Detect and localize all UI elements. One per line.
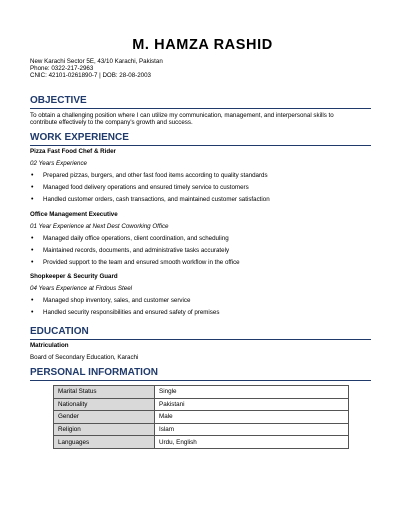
list-item: • Provided support to the team and ensured smooth workflow in the office <box>30 259 240 271</box>
info-value: Pakistani <box>155 398 349 411</box>
table-row <box>54 398 349 411</box>
work-experience-heading: WORK EXPERIENCE <box>30 132 129 143</box>
candidate-name: M. HAMZA RASHID <box>132 37 273 53</box>
table-row <box>54 436 349 449</box>
list-item: • Managed daily office operations, client coordination, and scheduling <box>30 235 240 247</box>
info-value: Islam <box>155 423 349 436</box>
table-row <box>54 386 349 399</box>
cnic-dob: CNIC: 42101-0261890-7 | DOB: 28-08-2003 <box>30 72 151 80</box>
objective-divider <box>30 108 371 109</box>
info-key: Gender <box>54 411 155 424</box>
table-row <box>54 423 349 436</box>
objective-heading: OBJECTIVE <box>30 95 87 106</box>
job-bullet-list <box>30 172 270 209</box>
education-board: Board of Secondary Education, Karachi <box>30 354 139 361</box>
list-item: • Handled security responsibilities and ensured safety of premises <box>30 309 219 321</box>
job-title: Pizza Fast Food Chef & Rider <box>30 148 116 155</box>
objective-line-2: contribute effectively to the company's growth and success. <box>30 119 193 127</box>
info-value: Urdu, English <box>155 436 349 449</box>
personal-info-divider <box>30 380 371 381</box>
objective-text <box>30 112 370 127</box>
education-degree: Matriculation <box>30 342 69 349</box>
education-heading: EDUCATION <box>30 326 89 337</box>
phone: Phone: 0322-217-2963 <box>30 65 94 73</box>
info-value: Single <box>155 386 349 399</box>
job-bullet-list <box>30 297 219 321</box>
contact-block <box>30 58 163 80</box>
list-item: • Prepared pizzas, burgers, and other fast food items according to quality standards <box>30 172 270 184</box>
education-divider <box>30 339 371 340</box>
job-title: Shopkeeper & Security Guard <box>30 273 118 280</box>
info-value: Male <box>155 411 349 424</box>
job-bullet-list <box>30 235 240 272</box>
job-meta: 04 Years Experience at Firdous Steel <box>30 285 133 292</box>
info-key: Nationality <box>54 398 155 411</box>
info-key: Marital Status <box>54 386 155 399</box>
list-item: • Managed shop inventory, sales, and customer service <box>30 297 219 309</box>
table-row <box>54 411 349 424</box>
address: New Karachi Sector 5E, 43/10 Karachi, Pakistan <box>30 58 163 65</box>
job-meta: 01 Year Experience at Next Dest Coworking Office <box>30 223 169 230</box>
list-item: • Maintained records, documents, and administrative tasks accurately <box>30 247 240 259</box>
list-item: • Handled customer orders, cash transactions, and maintained customer satisfaction <box>30 196 270 208</box>
info-key: Religion <box>54 423 155 436</box>
personal-info-heading: PERSONAL INFORMATION <box>30 367 158 378</box>
list-item: • Managed food delivery operations and ensured timely service to customers <box>30 184 270 196</box>
job-title: Office Management Executive <box>30 211 118 218</box>
personal-info-table <box>53 385 349 449</box>
objective-line-1: To obtain a challenging position where I can utilize my communication, management, and interpersonal skills to <box>30 112 334 119</box>
work-experience-divider <box>30 145 371 146</box>
job-meta: 02 Years Experience <box>30 160 87 167</box>
info-key: Languages <box>54 436 155 449</box>
